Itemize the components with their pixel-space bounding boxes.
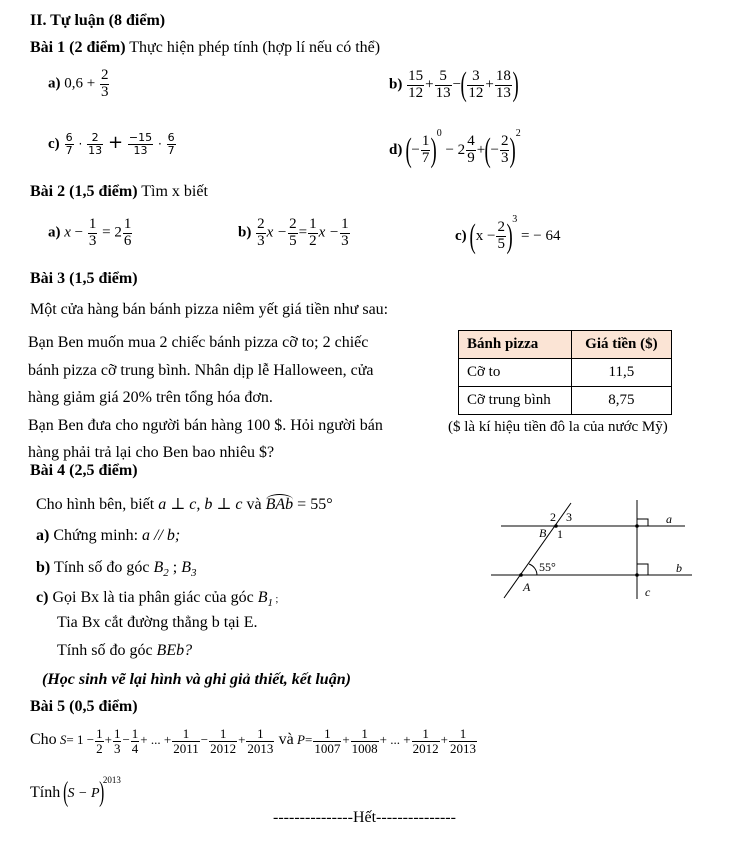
table-header: Giá tiền ($) [571, 331, 671, 359]
operator: + [342, 732, 350, 748]
bai5-given [30, 727, 478, 755]
frac-num: 1 [172, 727, 200, 742]
bai1-c-label: c) [48, 136, 60, 152]
bai4-c-label: c) [36, 589, 49, 606]
right-paren: ) [512, 66, 519, 103]
bai3-line: Bạn Ben muốn mua 2 chiếc bánh pizza cỡ to; 2 chiếc [28, 334, 369, 351]
operator: + ... + [140, 732, 172, 748]
frac-num: 1 [209, 727, 237, 742]
bai3-body [28, 329, 383, 467]
frac-num: 1 [123, 216, 132, 232]
table-note: ($ là kí hiệu tiền đô la của nước Mỹ) [448, 419, 668, 435]
given-and: và [246, 496, 262, 513]
frac-den: 13 [495, 84, 511, 101]
bai1-b [389, 68, 518, 102]
bai1-c [48, 132, 177, 157]
operator: − [200, 732, 209, 748]
expr-s-minus-p: S − P [67, 786, 100, 801]
operator: − [490, 142, 499, 158]
left-paren: ( [460, 66, 467, 103]
right-angle-mark-a [637, 519, 648, 526]
fraction-term [351, 727, 379, 755]
frac-num: 5 [435, 69, 452, 86]
given-math: a ⊥ c, b ⊥ c [158, 496, 243, 513]
fraction-term [209, 727, 237, 755]
right-paren: ) [506, 217, 513, 255]
frac-num: 3 [467, 69, 484, 86]
angle-B: B [153, 559, 164, 576]
end-marker: ---------------Hết--------------- [273, 809, 456, 826]
frac-num: 1 [88, 216, 97, 232]
fraction-term [246, 727, 274, 755]
intersection-b-c [635, 573, 639, 577]
operator: = [304, 732, 313, 748]
bai2-heading [30, 183, 208, 201]
frac-num: 1 [246, 727, 274, 742]
table-header: Bánh pizza [459, 331, 572, 359]
frac-num: 1 [313, 727, 341, 742]
frac-den: 2013 [449, 740, 476, 756]
transversal-line [504, 503, 571, 598]
frac-den: 3 [113, 740, 121, 756]
bai1-d [389, 128, 521, 168]
left-paren: ( [484, 131, 491, 169]
angle-value: = 55° [297, 496, 333, 513]
fraction-term [172, 727, 200, 755]
frac-num: 1 [421, 133, 430, 150]
frac-den: 4 [131, 740, 139, 756]
angle-B: B [181, 559, 192, 576]
variable-x: x − [475, 228, 496, 244]
subscript: 2 [163, 567, 169, 580]
operator: + [440, 732, 448, 748]
frac-num: 1 [351, 727, 379, 742]
operator: · [78, 137, 83, 151]
frac-den: 2012 [210, 740, 237, 756]
exponent: 2 [515, 128, 521, 139]
bai1-title: Bài 1 (2 điểm) [30, 39, 126, 56]
bai2-a-label: a) [48, 224, 61, 241]
point-A [519, 573, 523, 577]
frac-den: 3 [257, 232, 265, 249]
var-S: S [59, 732, 67, 748]
table-row [459, 387, 672, 415]
bai2-c [455, 214, 560, 254]
frac-num: 1 [309, 216, 317, 232]
bai1-d-label: d) [389, 142, 403, 158]
bai4-c-text: Gọi Bx là tia phân giác của góc [52, 589, 254, 606]
bai1-a [48, 68, 110, 101]
operator: − [122, 732, 130, 748]
bai4-b-label: b) [36, 559, 51, 576]
angle-arc [529, 564, 537, 575]
right-angle-mark-b [637, 564, 648, 575]
operator: · [157, 137, 162, 151]
operator: − [74, 224, 84, 241]
frac-den: 2013 [247, 740, 274, 756]
frac-num: −15 [128, 131, 153, 145]
operator: = 1 − [66, 732, 95, 748]
frac-den: 2011 [173, 740, 199, 756]
operator: − [411, 142, 420, 158]
frac-num: 1 [113, 726, 121, 741]
operator: + [107, 132, 124, 153]
frac-num: 2 [500, 133, 509, 150]
label-B: B [539, 526, 547, 540]
frac-num: 15 [408, 67, 424, 84]
frac-den: 2 [96, 740, 103, 756]
bai4-c-line3-text: Tính số đo góc [57, 642, 153, 659]
bai4-a [36, 527, 180, 545]
bai4-c [36, 589, 278, 609]
angle-name: BAb [265, 496, 294, 513]
frac-num: 18 [495, 67, 511, 84]
frac-den: 5 [289, 232, 297, 249]
fraction-term [131, 727, 140, 755]
fraction-term [95, 727, 104, 755]
frac-den: 2 [309, 232, 317, 249]
frac-den: 13 [133, 144, 148, 157]
frac-den: 1007 [314, 740, 341, 756]
frac-den: 3 [100, 83, 109, 100]
frac-num: 2 [87, 132, 103, 145]
geometry-figure [480, 495, 720, 605]
bai2-title: Bài 2 (1,5 điểm) [30, 183, 138, 200]
frac-den: 12 [408, 84, 424, 101]
rhs-value: = − 64 [521, 228, 561, 244]
label-a: a [666, 512, 672, 526]
frac-den: 13 [435, 84, 451, 101]
right-paren: ) [430, 131, 438, 169]
bai4-a-text: Chứng minh: [53, 527, 139, 544]
bai1-instruction: Thực hiện phép tính (hợp lí nếu có thể) [129, 39, 381, 56]
cho-label: Cho [30, 731, 57, 749]
bai4-b [36, 559, 197, 579]
bai1-b-label: b) [389, 76, 403, 93]
fraction-term [113, 727, 122, 755]
bai5-title: Bài 5 (0,5 điểm) [30, 698, 138, 715]
table-cell: Cỡ to [459, 359, 572, 387]
fraction-term [449, 727, 477, 755]
va-label: và [278, 731, 294, 749]
bai3-line: hàng giảm giá 20% trên tổng hóa đơn. [28, 389, 273, 406]
var-P: P [297, 732, 305, 748]
frac-num: 2 [257, 216, 265, 232]
operator: − 2 [445, 142, 466, 158]
operator: + [104, 732, 112, 748]
frac-num: 2 [289, 216, 297, 232]
variable-x: x [64, 224, 71, 241]
frac-den: 13 [88, 144, 103, 157]
bai4-c-line3 [57, 642, 192, 660]
frac-num: 2 [497, 219, 505, 236]
bai5-task [30, 775, 121, 807]
angle-B: B [257, 589, 268, 606]
operator: = 2 [102, 224, 122, 241]
frac-num: 2 [100, 67, 109, 83]
bai1-heading [30, 39, 380, 57]
separator: ; [272, 594, 279, 605]
table-cell: 11,5 [571, 359, 671, 387]
frac-den: 3 [88, 232, 97, 249]
frac-den: 7 [167, 144, 175, 157]
frac-den: 3 [500, 150, 509, 167]
variable-x: x − [318, 224, 340, 241]
separator: ; [168, 559, 182, 576]
exponent: 2013 [102, 775, 121, 785]
subscript: 3 [191, 567, 197, 580]
frac-num: 1 [412, 727, 440, 742]
frac-den: 3 [341, 232, 349, 249]
bai4-a-math: a // b; [142, 527, 181, 544]
left-paren: ( [63, 777, 69, 809]
frac-num: 1 [449, 727, 477, 742]
exponent: 3 [512, 214, 518, 225]
bai1-a-prefix: 0,6 + [64, 75, 96, 92]
frac-den: 12 [468, 84, 484, 101]
frac-num: 4 [467, 133, 475, 150]
bai2-instruction: Tìm x biết [141, 183, 208, 200]
pizza-price-table [458, 330, 672, 415]
bai4-note: (Học sinh vẽ lại hình và ghi giả thiết, kết luận) [42, 671, 351, 688]
subscript: 1 [267, 597, 273, 610]
frac-den: 5 [497, 236, 505, 253]
label-A: A [523, 580, 531, 594]
operator: − [452, 76, 462, 93]
table-cell: Cỡ trung bình [459, 387, 572, 415]
table-row [459, 359, 672, 387]
left-paren: ( [405, 131, 412, 169]
bai4-given [36, 494, 333, 514]
bai2-a [48, 217, 133, 250]
label-2: 2 [550, 510, 556, 524]
fraction-term [412, 727, 440, 755]
right-paren: ) [510, 131, 517, 169]
frac-den: 9 [467, 150, 475, 167]
exponent: 0 [436, 128, 442, 139]
frac-den: 7 [65, 144, 73, 157]
bai4-b-text: Tính số đo góc [53, 559, 150, 576]
frac-den: 6 [123, 232, 132, 249]
operator: + [238, 732, 246, 748]
variable-x: x − [266, 224, 288, 241]
operator: + [476, 142, 486, 158]
bai2-c-label: c) [455, 228, 467, 244]
bai1-a-label: a) [48, 75, 61, 92]
bai2-b-label: b) [238, 224, 252, 241]
pizza-price-table-wrap [458, 330, 672, 415]
bai4-c-line2: Tia Bx cắt đường thẳng b tại E. [57, 614, 258, 631]
p-terms [312, 726, 478, 756]
bai4-title: Bài 4 (2,5 điểm) [30, 462, 138, 479]
table-header-row [459, 331, 672, 359]
fraction-term [313, 727, 341, 755]
operator: + [425, 76, 434, 93]
label-angle: 55° [539, 560, 556, 574]
operator: + ... + [379, 732, 411, 748]
operator: = [298, 224, 308, 241]
frac-den: 7 [421, 150, 430, 167]
frac-den: 1008 [351, 740, 378, 756]
label-3: 3 [566, 510, 572, 524]
label-1: 1 [557, 527, 563, 541]
bai3-line: bánh pizza cỡ trung bình. Nhân dịp lễ Halloween, cửa [28, 361, 374, 379]
bai3-line: hàng phải trả lại cho Ben bao nhiêu $? [28, 444, 275, 461]
bai3-line: Bạn Ben đưa cho người bán hàng 100 $. Hỏi người bán [28, 416, 383, 434]
intersection-a-c [635, 524, 639, 528]
right-paren: ) [98, 777, 104, 809]
label-c: c [645, 585, 651, 599]
operator: + [485, 76, 494, 93]
frac-num: 6 [167, 131, 175, 145]
frac-den: 2012 [412, 740, 439, 756]
s-terms [94, 726, 275, 756]
section-title: II. Tự luận (8 điểm) [30, 12, 166, 29]
frac-num: 1 [96, 726, 103, 741]
frac-num: 1 [131, 726, 139, 741]
given-prefix: Cho hình bên, biết [36, 496, 155, 513]
bai3-title: Bài 3 (1,5 điểm) [30, 270, 138, 287]
frac-num: 1 [341, 216, 349, 232]
label-b: b [676, 561, 682, 575]
bai4-a-label: a) [36, 527, 50, 544]
bai4-c-line3-math: BEb? [156, 642, 193, 659]
left-paren: ( [469, 217, 477, 255]
bai3-intro: Một cửa hàng bán bánh pizza niêm yết giá tiền như sau: [30, 301, 389, 318]
tinh-label: Tính [30, 784, 61, 801]
bai2-b [238, 217, 351, 250]
frac-num: 6 [65, 131, 73, 145]
table-cell: 8,75 [571, 387, 671, 415]
